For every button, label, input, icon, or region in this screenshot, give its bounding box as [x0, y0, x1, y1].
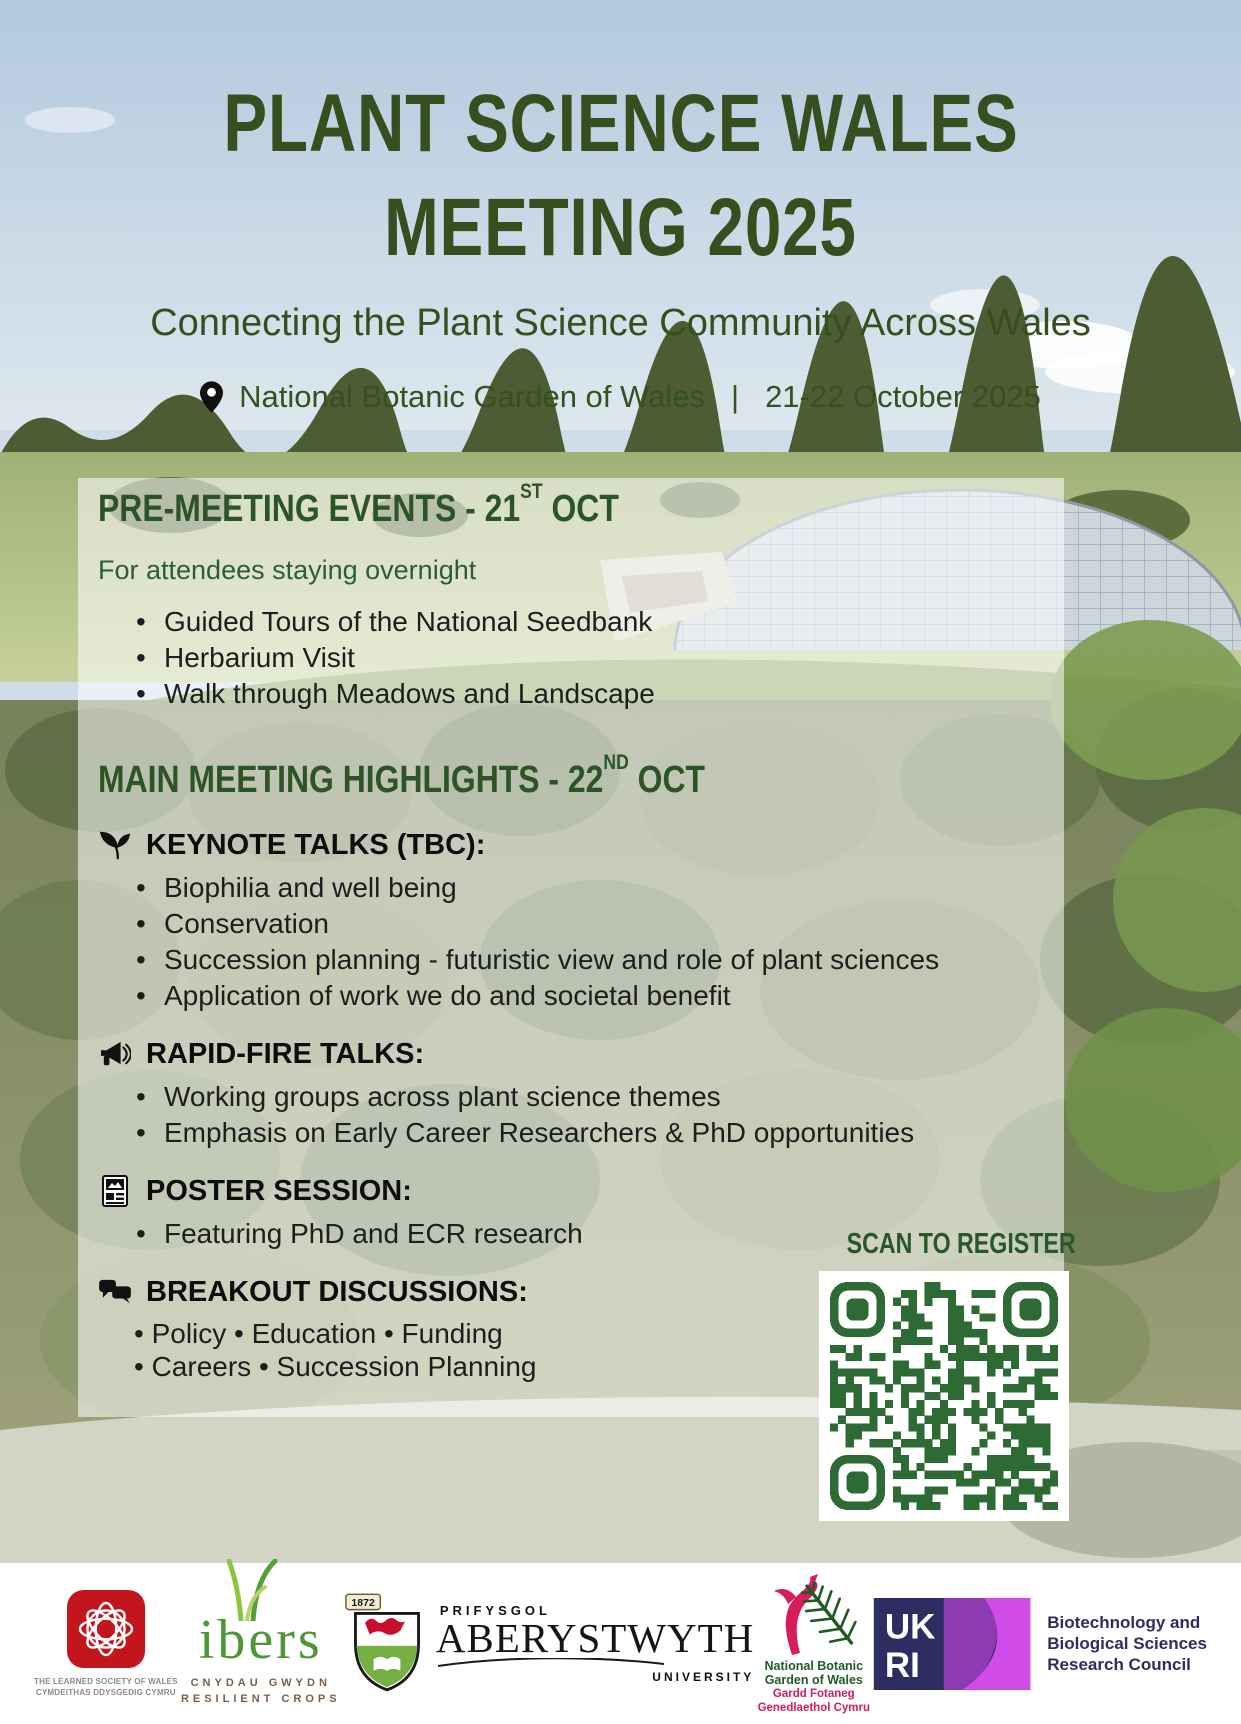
- svg-text:RI: RI: [885, 1645, 921, 1685]
- section-title: POSTER SESSION:: [146, 1174, 412, 1207]
- svg-text:UK: UK: [885, 1606, 936, 1646]
- dates-text: 21-22 October 2025: [765, 379, 1041, 414]
- keynote-list: [98, 872, 1044, 1011]
- aberystwyth-swoosh: [436, 1658, 666, 1668]
- speech-bubbles-icon: [98, 1275, 132, 1309]
- section-title: KEYNOTE TALKS (TBC):: [146, 828, 486, 861]
- nbgw-name-cy-2: Genedlaethol Cymru: [757, 1701, 871, 1714]
- pre-meeting-list: [98, 606, 1044, 709]
- list-item: • Herbarium Visit: [164, 642, 1044, 673]
- megaphone-icon: [98, 1037, 132, 1071]
- location-text: National Botanic Garden of Wales: [239, 379, 705, 414]
- ibers-tagline-cy: CNYDAU GWYDN: [190, 1676, 331, 1689]
- bbsrc-line-1: Biotechnology and: [1047, 1613, 1201, 1632]
- nbgw-name-en-2: Garden of Wales: [764, 1672, 863, 1687]
- header: [0, 0, 1241, 415]
- pre-meeting-heading: PRE-MEETING EVENTS - 21ST OCT: [98, 479, 619, 530]
- logo-learned-society-of-wales: [34, 1590, 178, 1698]
- list-item: • Walk through Meadows and Landscape: [164, 678, 1044, 709]
- lsw-name-en: THE LEARNED SOCIETY OF WALES: [34, 1676, 178, 1686]
- ibers-sprout-icon: [227, 1559, 287, 1621]
- location-pin-icon: [200, 381, 223, 413]
- scan-to-register-label: SCAN TO REGISTER: [846, 1228, 1076, 1260]
- breakout-line: • Policy • Education • Funding: [134, 1318, 503, 1349]
- bbsrc-line-3: Research Council: [1047, 1655, 1191, 1674]
- nbgw-name-cy-1: Gardd Fotaneg: [772, 1687, 855, 1700]
- lsw-name-cy: CYMDEITHAS DDYSGEDIG CYMRU: [35, 1687, 176, 1697]
- section-title: RAPID-FIRE TALKS:: [146, 1037, 425, 1070]
- list-item: • Working groups across plant science themes: [164, 1081, 1044, 1112]
- list-item: • Application of work we do and societal benefit: [164, 980, 1044, 1011]
- list-item: • Guided Tours of the National Seedbank: [164, 606, 1044, 637]
- title-line-2: MEETING 2025: [384, 182, 857, 273]
- nbgw-name-en-1: National Botanic: [764, 1658, 864, 1673]
- ukri-badge-icon: [873, 1598, 1031, 1690]
- footer: [0, 1563, 1241, 1724]
- subtitle: Connecting the Plant Science Community Across Wales: [150, 302, 1091, 344]
- list-item: • Featuring PhD and ECR research: [164, 1218, 1044, 1249]
- logo-ibers: [181, 1581, 341, 1707]
- content-panel: [78, 478, 1076, 1417]
- main-meeting-heading: MAIN MEETING HIGHLIGHTS - 22ND OCT: [98, 750, 706, 801]
- pre-meeting-note: For attendees staying overnight: [98, 555, 477, 585]
- qr-code: [819, 1271, 1069, 1521]
- logo-aberystwyth-university: [344, 1592, 755, 1696]
- logo-ukri-bbsrc: [873, 1598, 1207, 1690]
- aberystwyth-university-label: UNIVERSITY: [652, 1670, 755, 1684]
- lsw-knot-icon: [67, 1590, 145, 1668]
- list-item: • Succession planning - futuristic view and role of plant sciences: [164, 944, 1044, 975]
- title-line-1: PLANT SCIENCE WALES: [222, 78, 1019, 169]
- list-item: • Biophilia and well being: [164, 872, 1044, 903]
- ibers-wordmark: ibers: [198, 1608, 323, 1671]
- aberystwyth-wordmark: ABERYSTWYTH: [435, 1615, 755, 1661]
- register-block: [818, 1228, 1076, 1526]
- location-row: [0, 379, 1241, 415]
- section-keynote-talks: [98, 828, 1044, 1011]
- poster-icon: [98, 1174, 132, 1208]
- rapid-fire-list: [98, 1081, 1044, 1148]
- aberystwyth-prifysgol: PRIFYSGOL: [439, 1603, 551, 1618]
- location-separator: |: [731, 379, 740, 414]
- ibers-tagline-en: RESILIENT CROPS: [180, 1692, 341, 1705]
- breakout-line: • Careers • Succession Planning: [134, 1351, 537, 1382]
- logo-national-botanic-garden: [758, 1573, 870, 1715]
- leaf-icon: [98, 828, 132, 862]
- section-title: BREAKOUT DISCUSSIONS:: [146, 1275, 528, 1308]
- list-item: • Emphasis on Early Career Researchers & PhD opportunities: [164, 1117, 1044, 1148]
- list-item: • Conservation: [164, 908, 1044, 939]
- aberystwyth-shield-icon: [344, 1592, 430, 1696]
- page-title: [0, 72, 1241, 280]
- nbgw-dragon-fern-icon: [762, 1573, 866, 1657]
- section-rapid-fire-talks: [98, 1037, 1044, 1148]
- bbsrc-line-2: Biological Sciences: [1047, 1634, 1207, 1653]
- aberystwyth-year: 1872: [351, 1596, 375, 1609]
